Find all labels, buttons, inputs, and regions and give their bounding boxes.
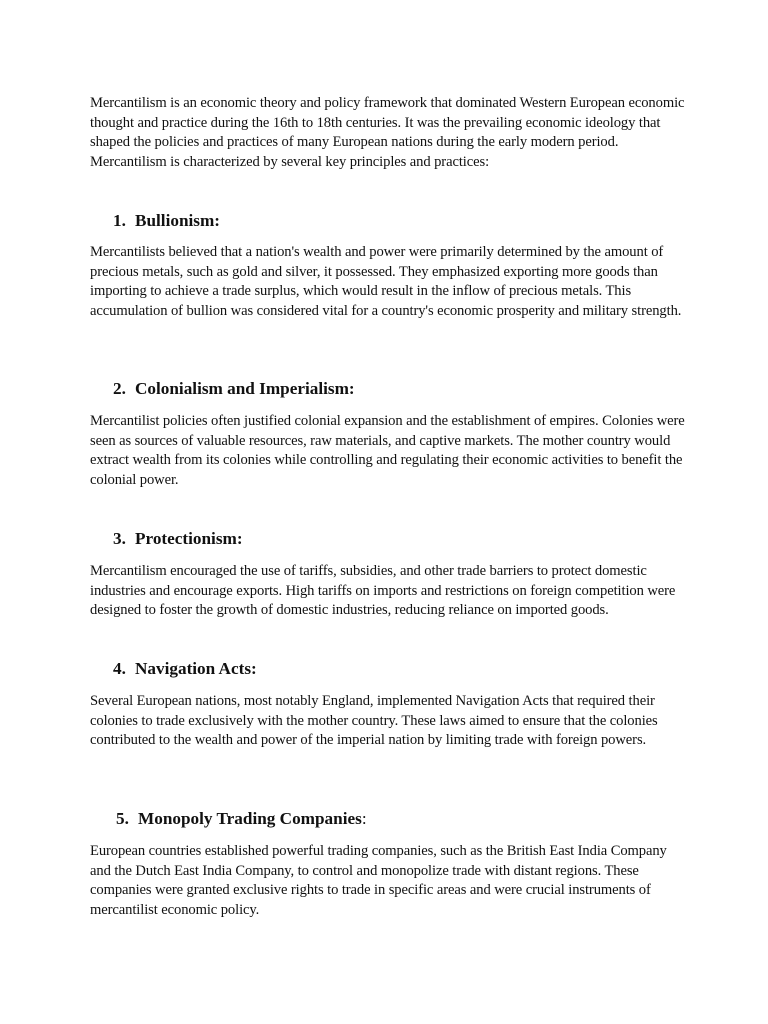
section-heading-bullionism <box>113 210 220 232</box>
section-number: 2. <box>113 379 126 398</box>
section-heading-colonialism <box>113 378 355 400</box>
section-title: Navigation Acts: <box>135 659 257 678</box>
section-heading-monopoly-companies <box>116 808 367 830</box>
section-body-monopoly-companies: European countries established powerful trading companies, such as the British East India Company and the Dutch East India Company, to control and monopolize trade with distant regions. These companies were granted exclusive rights to trade in specific areas and were crucial instruments of mercantilist economic policy. <box>90 843 667 918</box>
section-number: 1. <box>113 211 126 230</box>
section-body-bullionism: Mercantilists believed that a nation's wealth and power were primarily determined by the amount of precious metals, such as gold and silver, it possessed. They emphasized exporting more goods than importing to achieve a trade surplus, which would result in the inflow of precious metals. This accumulation of bullion was considered vital for a country's economic prosperity and military strength. <box>90 244 682 319</box>
section-heading-protectionism <box>113 528 243 550</box>
section-title: Bullionism: <box>135 211 221 230</box>
intro-paragraph: Mercantilism is an economic theory and policy framework that dominated Western European economic thought and practice during the 16th to 18th centuries. It was the prevailing economic ideology that shaped the policies and practices of many European nations during the early modern period. Mercantilism is characterized by several key principles and practices: <box>90 95 685 170</box>
section-title: Protectionism: <box>135 529 243 548</box>
section-title-tail: : <box>361 809 367 828</box>
section-body-protectionism: Mercantilism encouraged the use of tariffs, subsidies, and other trade barriers to protect domestic industries and encourage exports. High tariffs on imports and restrictions on foreign competition were designed to foster the growth of domestic industries, reducing reliance on imported goods. <box>90 563 676 618</box>
section-body-navigation-acts: Several European nations, most notably England, implemented Navigation Acts that required their colonies to trade exclusively with the mother country. These laws aimed to ensure that the colonies contributed to the wealth and power of the imperial nation by limiting trade with foreign powers. <box>90 693 658 748</box>
section-body-colonialism: Mercantilist policies often justified colonial expansion and the establishment of empires. Colonies were seen as sources of valuable resources, raw materials, and captive markets. The mother country would extract wealth from its colonies while controlling and regulating their economic activities to benefit the colonial power. <box>90 413 685 488</box>
section-number: 4. <box>113 659 126 678</box>
section-title: Monopoly Trading Companies <box>138 809 362 828</box>
section-number: 5. <box>116 809 129 828</box>
section-number: 3. <box>113 529 126 548</box>
section-heading-navigation-acts <box>113 658 257 680</box>
section-title: Colonialism and Imperialism: <box>135 379 355 398</box>
